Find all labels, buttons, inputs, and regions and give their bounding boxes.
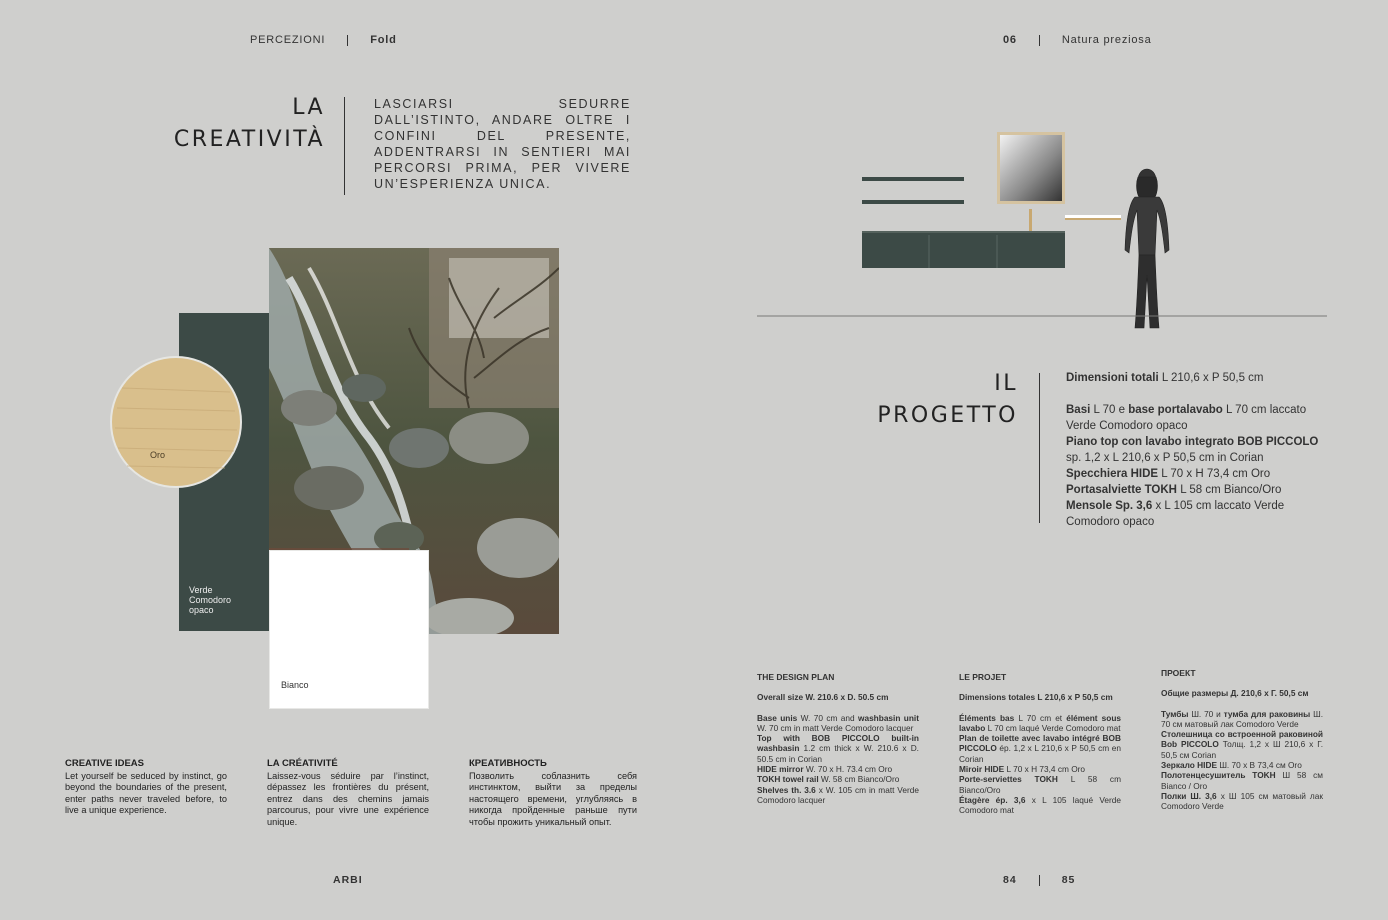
project-item <box>1066 434 1322 466</box>
tap <box>1029 209 1032 231</box>
project-dimensions-label: Dimensioni totali <box>1066 372 1159 384</box>
spec-item-text: Étagère ép. 3,6 <box>959 794 1026 805</box>
spec-item <box>757 785 919 806</box>
spec-item-text: Ш 58 см Bianco / Oro <box>1161 770 1323 791</box>
spec-overall-ru: Общие размеры Д. 210,6 х Г. 50,5 см <box>1161 688 1309 699</box>
spec-item-text: Plan de toilette avec lavabo intégré BOB PICCOLO <box>959 733 1121 754</box>
wood-grain-texture <box>112 358 240 486</box>
creative-heading-en: CREATIVE IDEAS <box>65 758 145 769</box>
creative-text-ru: Позволить соблазнить себя инстинктом, выйти за пределы настоящего времени, углубляясь в никогда пройденные раньше пути чтобы прожить уникальный опыт. <box>469 770 637 827</box>
bianco-swatch-label: Bianco <box>281 680 309 690</box>
spec-item-text: L 70 x H 73,4 cm Oro <box>1004 764 1086 775</box>
towel-rail <box>1065 215 1121 218</box>
spec-item-text: Столешница со встроенной раковиной Bob PICCOLO <box>1161 729 1323 750</box>
human-figure <box>1125 169 1169 328</box>
spec-item <box>959 713 1121 734</box>
spec-column-fr <box>959 672 1121 816</box>
header-right <box>1003 34 1152 46</box>
creative-column-fr <box>267 758 429 828</box>
spec-item-text: Top with BOB PICCOLO built-in washbasin <box>757 733 919 754</box>
spec-item <box>1161 791 1323 812</box>
spec-item <box>757 774 919 784</box>
spec-item-text: x L 105 laqué Verde Comodoro mat <box>959 794 1121 816</box>
oro-swatch <box>110 356 242 488</box>
project-item-text: base portalavabo <box>1128 404 1223 416</box>
project-item-text: L 58 cm Bianco/Oro <box>1177 484 1282 496</box>
spec-overall-fr: Dimensions totales L 210,6 x P 50,5 cm <box>959 692 1113 703</box>
spec-item <box>1161 760 1323 770</box>
creative-text-en: Let yourself be seduced by instinct, go beyond the boundaries of the present, enter paths never traveled before, to live a unique experience. <box>65 770 227 815</box>
spec-item-text: Base unis <box>757 712 798 723</box>
project-title <box>820 368 1018 432</box>
page-number-left: 84 <box>1003 874 1017 886</box>
spec-item-text: L 58 cm Bianco/Oro <box>959 774 1121 795</box>
header-divider-right <box>1039 35 1040 46</box>
spec-item-text: х Ш 105 см матовый лак Comodoro Verde <box>1161 790 1324 812</box>
spec-item-text: Полки Ш. 3,6 <box>1161 790 1217 801</box>
project-item <box>1066 466 1322 482</box>
project-item-text: L 70 e <box>1090 404 1129 416</box>
project-item-text: x L 105 cm laccato Verde Comodoro opaco <box>1066 500 1285 528</box>
mirror-glass <box>1000 135 1062 201</box>
shelf-upper <box>862 177 964 181</box>
spec-item <box>757 764 919 774</box>
spec-overall-en: Overall size W. 210.6 x D. 50.5 cm <box>757 692 889 703</box>
spec-heading-en: THE DESIGN PLAN <box>757 672 835 682</box>
spec-item-text: ép. 1,2 x L 210,6 x P 50,5 cm en Corian <box>959 743 1121 764</box>
bianco-swatch <box>269 550 429 709</box>
page-number-right: 85 <box>1061 874 1076 886</box>
project-item-text: sp. 1,2 x L 210,6 x P 50,5 cm in Corian <box>1066 452 1264 464</box>
project-item <box>1066 498 1322 530</box>
spec-item-text: élément sous lavabo <box>959 712 1122 733</box>
spec-item-text: TOKH towel rail <box>757 774 819 785</box>
spec-item-text: W. 70 cm and <box>797 712 858 723</box>
spec-item <box>1161 770 1323 791</box>
project-dimensions <box>1066 370 1322 386</box>
project-title-line-1: IL <box>994 371 1018 396</box>
subsection-label: Fold <box>370 34 397 46</box>
project-item-text: Portasalviette TOKH <box>1066 484 1177 496</box>
spec-items-ru <box>1161 709 1323 812</box>
footer-pages <box>1003 874 1075 886</box>
project-item <box>1066 482 1322 498</box>
spec-item-text: Ш. 70 и <box>1188 708 1224 719</box>
spec-item-text: x W. 105 cm in matt Verde Comodoro lacquer <box>757 784 919 805</box>
spec-item <box>959 764 1121 774</box>
oro-swatch-label: Oro <box>150 450 166 460</box>
project-details <box>1066 370 1322 530</box>
spec-item-text: Shelves th. 3.6 <box>757 784 816 795</box>
spec-item-text: L 70 cm et <box>1014 712 1067 723</box>
spec-item <box>1161 709 1323 730</box>
creative-heading-ru: КРЕАТИВНОСТЬ <box>469 758 547 769</box>
creative-text-fr: Laissez-vous séduire par l’instinct, dépassez les frontières du présent, entrez dans des chemins jamais parcourus, pour vivre une expérience unique. <box>267 770 429 827</box>
project-item <box>1066 402 1322 434</box>
spec-item-text: Miroir HIDE <box>959 764 1005 775</box>
spec-item-text: Полотенцесушитель TOKH <box>1161 770 1276 781</box>
project-item-text: L 70 cm laccato Verde Comodoro opaco <box>1066 404 1307 432</box>
left-title-line-2: CREATIVITÀ <box>173 127 325 152</box>
project-title-line-2: PROGETTO <box>877 403 1018 428</box>
project-item-text: L 70 x H 73,4 cm Oro <box>1158 468 1271 480</box>
spec-item-text: W. 70 x H. 73.4 cm Oro <box>803 764 893 775</box>
spec-item-text: Толщ. 1,2 х Ш 210,6 х Г. 50,5 см Corian <box>1161 739 1323 760</box>
spec-heading-ru: ПРОЕКТ <box>1161 668 1196 678</box>
spec-item-text: Зеркало HIDE <box>1161 760 1218 771</box>
spec-item-text: Ш. 70 см матовый лак Comodoro Verde <box>1161 708 1324 729</box>
project-item-text: Piano top con lavabo integrato BOB PICCOLO <box>1066 436 1319 448</box>
spec-item-text: Éléments bas <box>959 712 1015 723</box>
spec-item <box>1161 729 1323 760</box>
spec-item-text: W. 70 cm in matt Verde Comodoro lacquer <box>757 722 914 733</box>
project-divider <box>1039 373 1040 523</box>
bathroom-composition-drawing <box>757 125 1327 335</box>
footer-divider <box>1039 875 1040 886</box>
creative-heading-fr: LA CRÉATIVITÉ <box>267 758 338 769</box>
project-item-text: Specchiera HIDE <box>1066 468 1159 480</box>
spec-item <box>757 713 919 734</box>
verde-label-line-3: opaco <box>189 605 214 615</box>
spec-column-en <box>757 672 919 805</box>
spec-item-text: тумба для раковины <box>1223 708 1311 719</box>
project-dimensions-value: L 210,6 x P 50,5 cm <box>1158 372 1264 384</box>
footer-brand: ARBI <box>333 874 363 886</box>
spec-column-ru <box>1161 668 1323 812</box>
spec-item <box>757 733 919 764</box>
creative-column-en <box>65 758 227 817</box>
title-divider <box>344 97 345 195</box>
creative-column-ru <box>469 758 637 828</box>
chapter-subtitle: Natura preziosa <box>1061 34 1152 46</box>
project-item-text: Basi <box>1066 404 1091 416</box>
spec-item <box>959 733 1121 764</box>
verde-label-line-1: Verde <box>189 585 213 595</box>
spec-item-text: Тумбы <box>1161 708 1189 719</box>
section-label: PERCEZIONI <box>250 34 326 46</box>
project-item-text: Mensole Sp. 3,6 <box>1066 500 1153 512</box>
project-items <box>1066 402 1322 530</box>
spec-item-text: Ш. 70 х В 73,4 см Oro <box>1217 760 1302 771</box>
spec-item-text: L 70 cm laqué Verde Comodoro mat <box>985 722 1121 733</box>
intro-text: LASCIARSI SEDURRE DALL’ISTINTO, ANDARE OLTRE I CONFINI DEL PRESENTE, ADDENTRARSI IN SENTIERI MAI PERCORSI PRIMA, PER VIVERE UN’ESPERIENZA UNICA. <box>374 97 631 191</box>
header-left <box>250 34 397 46</box>
spec-item-text: Porte-serviettes TOKH <box>959 774 1058 785</box>
spec-item-text: 1.2 cm thick x W. 210.6 x D. 50.5 cm in Corian <box>757 743 919 764</box>
spec-items-en <box>757 713 919 806</box>
spec-heading-fr: LE PROJET <box>959 672 1007 682</box>
shelf-lower <box>862 200 964 204</box>
verde-label-line-2: Comodoro <box>189 595 232 605</box>
spec-item <box>959 774 1121 795</box>
chapter-number: 06 <box>1003 34 1017 46</box>
spec-item-text: washbasin unit <box>858 712 920 723</box>
spec-item-text: W. 58 cm Bianco/Oro <box>818 774 900 785</box>
spec-items-fr <box>959 713 1121 816</box>
spec-item <box>959 795 1121 816</box>
left-title <box>120 92 325 156</box>
header-divider <box>347 35 348 46</box>
verde-swatch-label <box>189 585 231 615</box>
spec-item-text: HIDE mirror <box>757 764 804 775</box>
vanity-base <box>862 231 1065 268</box>
left-title-line-1: LA <box>292 95 325 120</box>
